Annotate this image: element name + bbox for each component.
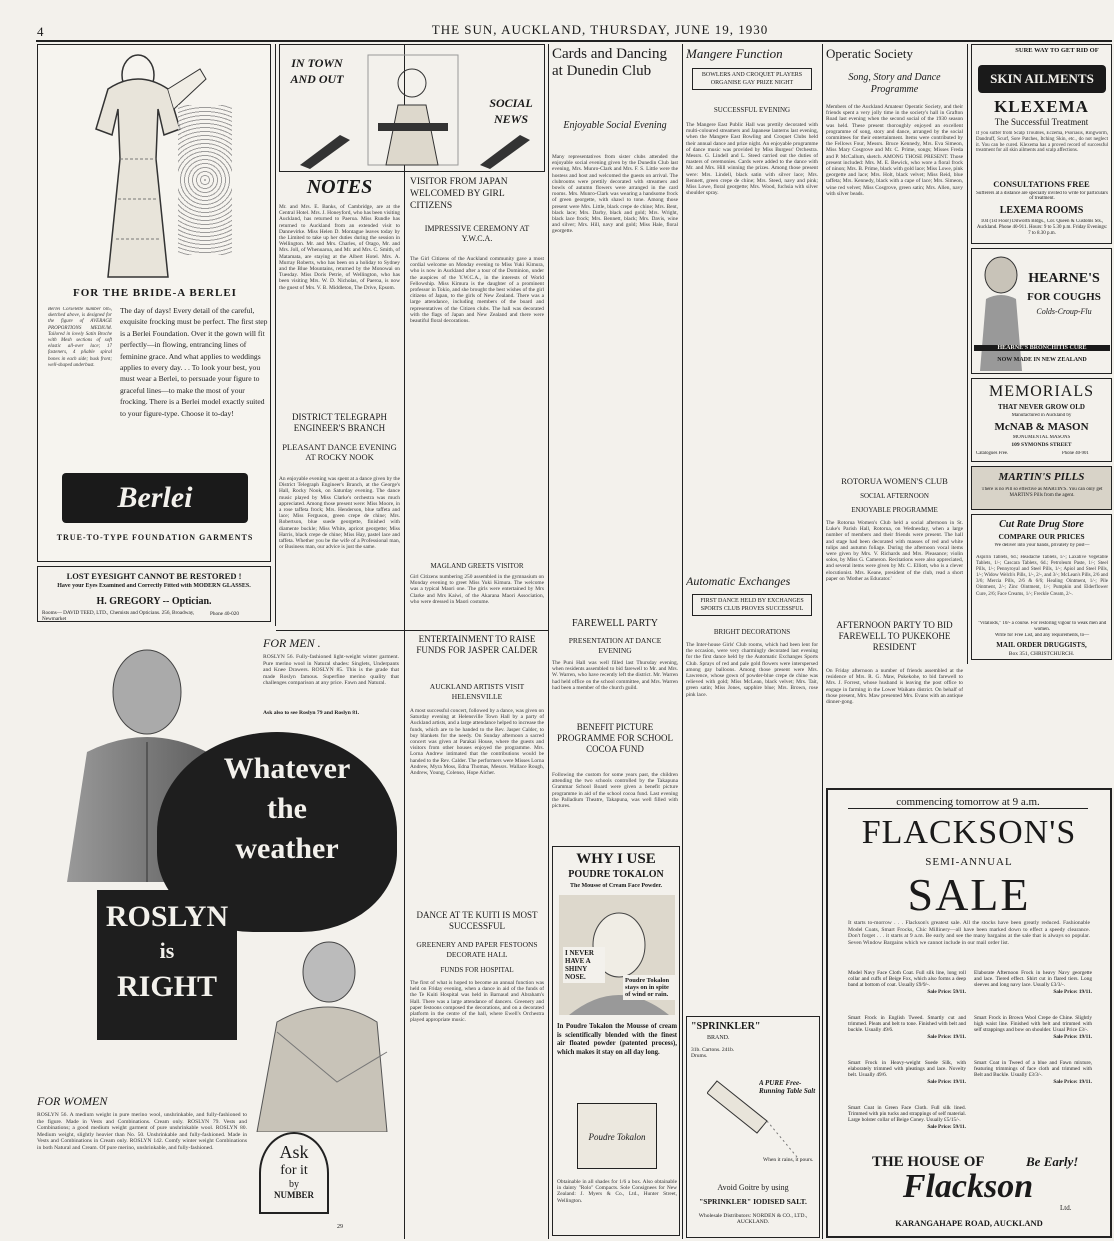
tekuiti-article	[410, 910, 544, 1238]
hearne-sub: FOR COUGHS	[1027, 291, 1101, 303]
rotorua-subhead: SOCIAL AFTERNOON	[860, 492, 929, 500]
tekuiti-headline: DANCE AT TE KUITI IS MOST SUCCESSFUL	[416, 910, 538, 931]
optician-address: Rooms— DAVID TEED, LTD., Chemists and Opticians. 256, Broadway, Newmarket	[42, 610, 195, 622]
roslyn-men-text: ROSLYN 56. Fully-fashioned light-weight winter garment. Pure merino wool in Natural shades: Singlets, Underpants and Knee Drawers. ROSLYN 85. This is the grade that made Roslyn famous. Superfine merino quality that challenges comparison at any price. Fawn and Natural.	[263, 654, 399, 686]
memorials-title: MEMORIALS	[988, 383, 1094, 400]
pukekohe-article	[826, 620, 963, 780]
operatic-subhead: Song, Story and Dance Programme	[848, 72, 941, 95]
roslyn-men-ask: Ask also to see Roslyn 79 and Roslyn 81.	[263, 710, 360, 716]
sale-item-price: Sale Price: 19/11.	[927, 1033, 966, 1040]
berlei-advertisement	[37, 44, 271, 562]
berlei-model-description: Berlei Corselette number 605, sketched above, is designed for the figure of AVERAGE PROPORTIONS MEDIUM. Tailored in lovely Satin Broche with Mesh sections of soft elastic all-over lace; 17 fasteners, 4 pliable spiral bones in each side; busk front; well-shaped underbust.	[48, 307, 112, 368]
sprinkler-pour: When it rains, it pours.	[763, 1157, 814, 1163]
exchanges-article	[686, 572, 818, 1012]
sale-item-price: Sale Price: 59/11.	[927, 988, 966, 995]
flackson-ltd: Ltd.	[1060, 1204, 1072, 1212]
sale-item-description: Smart Frock in Heavy-weight Suede Silk, with elaborately trimmed with pleatings and lace. Novelty belt. Usually 49/6.	[848, 1060, 966, 1079]
farewell-article	[552, 618, 678, 718]
sale-item-description: Model Navy Face Cloth Coat. Full silk line, long roll collar and cuffs of Beige Fox, which also forms a deep band at bottom of coat. Usually £9/9/-.	[848, 970, 966, 989]
tekuiti-subhead: GREENERY AND PAPER FESTOONS DECORATE HALL	[416, 940, 538, 959]
klexema-body: If you suffer from Scalp Troubles, Eczema, Psoriasis, Ringworm, Dandruff, Scurf, Sore Patches, Itching Skin, etc., do not neglect it. You can be cured. Klexema has a proved record of successful treatment for all skin ailments and scalp affections.	[976, 131, 1108, 154]
ask-by-number-badge	[259, 1132, 329, 1214]
roslyn-advertisement	[37, 632, 401, 1238]
masthead	[0, 0, 1114, 40]
flackson-commencing: commencing tomorrow at 9 a.m.	[848, 796, 1088, 809]
cutrate-advertisement	[971, 514, 1112, 660]
roslyn-men-title: FOR MEN .	[263, 636, 321, 650]
berlei-lace-pattern	[178, 105, 232, 255]
calder-headline: ENTERTAINMENT TO RAISE FUNDS FOR JASPER CALDER	[416, 634, 538, 655]
japan-body: The Girl Citizens of the Auckland community gave a most cordial welcome on Monday evening to Miss Yuki Kimura, who is now in Auckland after a tour of the Dominion, under the auspices of the Y.W.C.A., in the interests of World Fellowship. Miss Kimura is the daughter of a prominent professor in Tokio, and she brought the best wishes of the girl citizens of Japan, to the girls of New Zealand. There was a large attendance, including members of the board and representatives of the Citizen clubs. The hall was decorated with the flags of Japan and New Zealand and there were beautiful floral decorations.	[410, 256, 544, 325]
ask-text-4: NUMBER	[274, 1190, 314, 1200]
exchanges-headline: Automatic Exchanges	[686, 574, 791, 588]
banner-right-text: SOCIAL NEWS	[489, 96, 533, 126]
memorials-catalogues: Catalogues Free.	[976, 451, 1009, 456]
japan-headline: VISITOR FROM JAPAN WELCOMED BY GIRL CITIZENS	[410, 177, 508, 211]
sprinkler-brand: BRAND.	[707, 1035, 730, 1041]
japan-subhead: IMPRESSIVE CEREMONY AT Y.W.C.A.	[424, 224, 530, 243]
rotorua-programme: ENJOYABLE PROGRAMME	[851, 506, 938, 514]
hearne-made: NOW MADE IN NEW ZEALAND	[997, 357, 1087, 363]
memorials-firm: McNAB & MASON	[994, 421, 1089, 433]
klexema-brand: KLEXEMA	[994, 97, 1089, 116]
berlei-logo-panel	[62, 473, 248, 523]
cocoa-body: Following the custom for some years past, the children attending the two schools controlled by the Takapuna Grammar School Board were given a benefit picture programme in aid of the school cocoa fund. Last evening the Palladium Theatre, Takapuna, was well filled with pictures.	[552, 772, 678, 810]
roslyn-right: RIGHT	[116, 970, 218, 1003]
sale-item-description: Smart Frock in Brown Wool Crepe de Chine. Slightly high waist line. Finished with belt and trimmed with self strappings and bow on shoulder. Usual Price £3/-.	[974, 1015, 1092, 1034]
sprinkler-avoid: Avoid Goitre by using	[717, 1183, 789, 1192]
tekuiti-funds: FUNDS FOR HOSPITAL	[440, 966, 514, 974]
sale-item	[974, 970, 1092, 1014]
eyesight-line: Have your Eyes Examined and Correctly Fitted with MODERN GLASSES.	[57, 583, 251, 589]
tokalon-advertisement	[552, 846, 680, 1236]
memorials-address: 109 SYMONDS STREET	[1011, 442, 1072, 448]
tokalon-panel-text: I NEVER HAVE A SHINY NOSE.	[563, 947, 605, 983]
flackson-advertisement	[826, 788, 1112, 1238]
flackson-house: THE HOUSE OF	[872, 1154, 985, 1170]
notes-body: Mr. and Mrs. E. Banks, of Cambridge, are at the Central Hotel. Mrs. J. Honeyford, who has been visiting Auckland, has returned to Paeroa. Miss Rundle has returned to Auckland from an extended visit to Dannevirke. Miss Helen D. Montague leaves today by the Limited to take up her duties during the session in Wellington. Mr. and Mrs. Charles, of Otago, Mr. and Mrs. Joll, of Whenuaroa, and Mr. and Mrs. C. Smith, of Matamata, are staying at the Albert Hotel. Mrs. A. Murray Roberts, who has been on a holiday to Sydney and the Blue Mountains, returned by the Monowai on Tuesday. Miss Doris Petrie, of Wellington, who has been visiting Mrs. W. D. Nicholas, of Paeroa, is now the guest of Mrs. V. B. Middleton, The Drive, Epsom.	[279, 204, 400, 291]
flackson-script-logo: Flackson	[902, 1168, 1034, 1205]
tokalon-headline: WHY I USE	[576, 851, 656, 867]
klexema-advertisement	[971, 44, 1112, 244]
banner-left-text: IN TOWN AND OUT	[290, 56, 344, 86]
cutrate-list: Aspirin Tablets, 6d.; Headache Tablets, 1/-; Laxative Vegetable Tablets, 1/-; Cascara Tablets, 6d.; Petroleum Paste, 1/-; Steel Pills, 1/-; Pennyroyal and Steel Pills, 1/-; Apiol and Steel Pills, 1/-; Widow Welch's Pills, 1/-, 2/-, and 3/-; McLean's Pills, 2/6 and 3/6; Mercia Pills, 2/6 & 6/6; Healing Ointment, 1/-; Pile Ointment, 2/-; Zinc Ointment, 1/-; Pumpkin and Elderflower Cure, 2/6; Face Creams, 1/-; Freckle Cream, 2/-.	[976, 555, 1108, 597]
notes-title: NOTES	[306, 176, 373, 198]
mangere-article	[686, 44, 818, 564]
sprinkler-title: "SPRINKLER"	[691, 1021, 761, 1032]
optician-phone: Phone 40-020	[210, 611, 239, 617]
cocoa-article	[552, 722, 678, 842]
page-number: 4	[37, 24, 44, 39]
martins-advertisement	[971, 466, 1112, 510]
roslyn-women-title: FOR WOMEN	[37, 1094, 108, 1108]
operatic-headline: Operatic Society	[826, 46, 913, 61]
klexema-top: SURE WAY TO GET RID OF	[1015, 47, 1099, 54]
flackson-address: KARANGAHAPE ROAD, AUCKLAND	[895, 1218, 1043, 1228]
pukekohe-headline: AFTERNOON PARTY TO BID FAREWELL TO PUKEKOHE RESIDENT	[836, 620, 953, 652]
calder-article	[410, 634, 544, 904]
mangere-box: BOWLERS AND CROQUET PLAYERS ORGANISE GAY PRIZE NIGHT	[692, 68, 812, 90]
gregory-optician-advertisement	[37, 566, 271, 622]
tokalon-box-image	[577, 1103, 657, 1169]
sale-item-price: Sale Price: 19/11.	[1053, 1078, 1092, 1085]
ask-text-1: Ask	[279, 1142, 309, 1162]
telegraph-headline: DISTRICT TELEGRAPH ENGINEER'S BRANCH	[292, 412, 387, 433]
cutrate-name: MAIL ORDER DRUGGISTS,	[996, 641, 1087, 649]
farewell-headline: FAREWELL PARTY	[572, 618, 658, 629]
roslyn-is: is	[159, 938, 175, 963]
mangere-body: The Mangere East Public Hall was prettily decorated with multi-coloured streamers and Japanese lanterns last evening, when the Mangere East Bowling and Croquet Clubs held their annual dance and prize night. An enjoyable programme of dance music was provided by Miss Burgess' Orchestra. Messrs. G. Lindell and L. Steed carried out the duties of masters of ceremonies. Cards were added to the dance with Mr. and Mrs. Hill winning the prizes. Among those present were: Mrs. Lindell, black satin with silver lace; Mrs. Bennett, green crepe de chine; Mrs. Steed, navy and pink; Miss Lowe, floral georgette; Mrs. Wood, fuchsia with silver shoulder spray.	[686, 122, 818, 197]
sale-item-price: Sale Price: 19/11.	[1053, 988, 1092, 995]
memorials-works: MONUMENTAL MASONS	[1012, 435, 1071, 440]
klexema-banner-text: SKIN AILMENTS	[990, 71, 1094, 86]
eyesight-headline: LOST EYESIGHT CANNOT BE RESTORED !	[66, 571, 242, 581]
martins-title: MARTIN'S PILLS	[998, 471, 1085, 483]
cutrate-intro: We deliver into your hands, privately by post—	[994, 543, 1090, 548]
sprinkler-sizes: 31b. Cartons. 241b. Drums.	[691, 1047, 735, 1059]
sale-item-description: Smart Coat in Tweed of a blue and Fawn mixture, featuring trimmings of face cloth and trimmed with Belt and Buckle. Usually £3/3/-.	[974, 1060, 1092, 1079]
hearne-cure: HEARNE'S BRONCHITIS CURE	[974, 345, 1110, 351]
hearne-advertisement	[971, 248, 1112, 374]
cutrate-sub: COMPARE OUR PRICES	[998, 532, 1085, 541]
memorials-made: Manufactured in Auckland by	[1011, 413, 1072, 418]
flackson-early: Be Early!	[1026, 1154, 1079, 1169]
calder-body: A most successful concert, followed by a dance, was given on Saturday evening at Helensville Town Hall by a party of Auckland artists, and a large attendance helped to increase the funds, which are to be handed to the Rev. Jasper Calder, to buy blankets for the needy. On Sunday afternoon a sacred concert was given at Parakai House, where the guests and visitors from other houses enjoyed the programme. Mrs. Lorna Andrew intimated that the contributions would be handed to the Rev. Calder. The performers were Misses Lorna Andrew, Myra Moss, Edna Thomas, Messrs. Wallace Rough, Andrew, Young, Colenso, Hope Aicher.	[410, 708, 544, 777]
flackson-sale: SALE	[907, 869, 1031, 920]
sprinkler-advertisement	[686, 1016, 820, 1238]
martins-body: There is no Pill so effective as MARTIN'S. You can only get MARTIN'S Pills from the agent.	[981, 487, 1103, 498]
klexema-banner	[978, 65, 1106, 93]
pukekohe-body: On Friday afternoon a number of friends assembled at the residence of Mrs. R. G. Maw, Pukekohe, to bid farewell to Mrs. J. Forrest, whose husband is leaving the post office to engage in farming in the Lower Waikato district. On behalf of those present, Mrs. Maw presented Mrs. Evans with an antique dinner-gong.	[826, 668, 963, 706]
roslyn-code: 29	[337, 1224, 343, 1230]
optician-name: H. GREGORY -- Optician.	[96, 596, 212, 607]
slogan-whatever: Whatever	[223, 752, 351, 785]
rotorua-headline: ROTORUA WOMEN'S CLUB	[841, 476, 948, 486]
berlei-caption: FOR THE BRIDE-A BERLEI	[73, 287, 237, 299]
klexema-sub: The Successful Treatment	[994, 117, 1089, 127]
telegraph-subhead: PLEASANT DANCE EVENING AT ROCKY NOOK	[282, 442, 397, 462]
ask-text-3: by	[289, 1179, 299, 1190]
farewell-subhead: PRESENTATION AT DANCE EVENING	[568, 636, 662, 655]
woman-photo	[237, 932, 397, 1132]
japan-visitor-column	[410, 176, 544, 626]
newspaper-title: THE SUN, AUCKLAND, THURSDAY, JUNE 19, 1930	[431, 22, 769, 37]
dunedin-article	[552, 44, 678, 614]
sprinkler-iodised: "SPRINKLER" IODISED SALT.	[699, 1197, 807, 1206]
notes-column	[279, 176, 400, 626]
tokalon-box-label: Poudre Tokalon	[588, 1132, 646, 1142]
flackson-name: FLACKSON'S	[861, 814, 1077, 851]
operatic-article	[826, 44, 963, 474]
cutrate-vitaliods: "Vitaliods," 10/- a course. For restoring vigour to weak men and women.	[977, 621, 1107, 632]
roslyn-women-text: ROSLYN 56. A medium weight in pure merino wool, unshrinkable, and fully-fashioned to the figure. Made in Vests and Combinations. Cream only. ROSLYN 79. Vests and Combinations; a good medium weight garment of pure unshrinkable wool. ROSLYN 80. Medium weight, slightly heavier than No. 50. Unshrinkable and fully-fashioned. Made in Vests and Combinations in Cream only. ROSLYN 142. Comfy winter weight Combinations in both Natural and Cream. Of pure merino, unshrinkable, and fully-fashioned.	[37, 1112, 247, 1151]
memorials-phone: Phone 40-901	[1062, 451, 1089, 456]
tokalon-brand: POUDRE TOKALON	[568, 869, 664, 880]
klexema-consult: CONSULTATIONS FREE	[993, 179, 1090, 189]
ask-text-2: for it	[280, 1163, 308, 1178]
sale-item	[974, 1015, 1092, 1059]
magland-headline: MAGLAND GREETS VISITOR	[430, 562, 524, 570]
calder-subhead: AUCKLAND ARTISTS VISIT HELENSVILLE	[429, 682, 525, 701]
slogan-the: the	[267, 792, 307, 825]
salt-container-illustration	[707, 1061, 807, 1161]
hearne-sub2: Colds-Croup-Flu	[1036, 307, 1092, 316]
sale-item-description: Smart Frock in English Tweed. Smartly cut and trimmed. Pleats and belt to tone. Finished with belt and buckle. Usually 49/6.	[848, 1015, 966, 1034]
exchanges-subhead: BRIGHT DECORATIONS	[713, 628, 791, 636]
social-news-banner	[279, 44, 545, 172]
slogan-weather: weather	[235, 832, 339, 865]
roslyn-brand: ROSLYN	[105, 900, 229, 933]
rotorua-body: The Rotorua Women's Club held a social afternoon in St. Luke's Parish Hall, Rotorua, on Wednesday, when a large number of members and their friends were present. The hall and stage had been decorated with masses of red and white tulips and autumn foliage. During the afternoon vocal items were given by Mrs. V. Richards and Mrs. Pleasance; violin solos, by Miss G. Cameron. Recitations were also appreciated, and several items were given by Mr. C. Elliott, who is a clever elocutionist. Mrs. Keane, president of the club, read a short paper on 'Mother as Educator.'	[826, 520, 963, 582]
cutrate-write: Write for Free List, and any requirements, to—	[994, 633, 1090, 638]
flackson-items	[848, 970, 1092, 1150]
tokalon-side-text: Poudre Tokalon stays on in spite of wind or rain.	[623, 975, 677, 1000]
sale-item-price: Sale Price: 59/11.	[927, 1123, 966, 1130]
tekuiti-body: The first of what is hoped to become an annual function was held on Friday evening, when a dance in aid of the funds of the Te Kuiti Hospital was held in Barnaud and Abraham's Hall. There was a large attendance of dancers. Greenery and paper festoons composed the decorations, and on a decorated platform in the centre of the hall, where Ewell's Orchestra played appropriate music.	[410, 980, 544, 1024]
farewell-body: The Puni Hall was well filled last Thursday evening, when residents assembled to bid farewell to Mr. and Mrs. W. Warren, who have recently left the district. Mr. Warren had held office on the school committee, and Mrs. Warren had been a member of the church guild.	[552, 660, 678, 691]
telegraph-body: An enjoyable evening was spent at a dance given by the District Telegraph Engineer's Branch, at the George's Hall, Rocky Nook, on Saturday evening. The dance music played by Miss Clarke's orchestra was much appreciated. Among those present were: Miss Moore, in a rose taffeta frock; Mrs. Henderson, blue taffeta and lace; Miss Ferguson, green crepe de chine; Mrs. Robertson, blue suede georgette, finished with diamente buckle; Miss White, apricot georgette; Miss Harris, black crepe de chine; Miss Hay, pastel lace and taffeta. Whether you be the wife of a Professional man, or Business man, our advice is just the same.	[279, 476, 400, 551]
magland-body: Girl Citizens numbering 250 assembled in the gymnasium on Monday evening to greet Miss Yuki Kimura. The welcome was a typical Maori one. The girls were entertained by Mrs Clarke and Mrs Kaiwi, of the Akarana Maori Association, who were dressed in Maori costume.	[410, 574, 544, 605]
exchanges-box: FIRST DANCE HELD BY EXCHANGES SPORTS CLUB PROVES SUCCESSFUL	[692, 594, 812, 616]
mangere-headline: Mangere Function	[686, 46, 783, 61]
cutrate-box: Box 351, CHRISTCHURCH.	[1008, 651, 1075, 657]
sale-item-price: Sale Price: 19/11.	[927, 1078, 966, 1085]
dunedin-body: Many representatives from sister clubs attended the enjoyable social evening given by the Dunedin Club last evening, Mrs. Munro-Clark and Mrs. F. S. Little were the hostess and host and welcomed the guests on arrival. The clubrooms were prettily decorated with streamers and bowls of autumn flowers were arranged in the card rooms. Mrs. Munro-Clark was wearing a handsome frock of green georgette, with shawl to tone. Among those present were Mrs. Little, black crepe de chine; Mrs. Bent, black lace; Mrs. Darby, black and gold; Mrs. Wright, black lace frock; Mrs. Bennett, black; Mrs. Davis, wine and silver; Mrs. Hill, navy and gold; Miss Hale, floral georgette.	[552, 154, 678, 235]
klexema-rooms: LEXEMA ROOMS	[999, 205, 1084, 216]
tokalon-sub: The Mousse of Cream Face Powder.	[570, 883, 662, 889]
tokalon-body: In Poudre Tokalon the Mousse of cream is scientifically blended with the finest air floated powder (patented process), which makes it stay on all day long.	[557, 1023, 677, 1056]
klexema-consult-sub: Sufferers at a distance are specially invited to write for particulars of treatment.	[976, 191, 1108, 201]
dunedin-subhead: Enjoyable Social Evening	[563, 120, 667, 131]
sale-item-description: Elaborate Afternoon Frock in heavy Navy georgette and lace. Tiered effect. Shirt cut in flared tiers. Long sleeves and long navy lace. Usually £3/3/-.	[974, 970, 1092, 989]
cocoa-headline: BENEFIT PICTURE PROGRAMME FOR SCHOOL COCOA FUND	[556, 722, 674, 754]
sprinkler-label: A PURE Free-Running Table Salt	[759, 1079, 816, 1095]
sale-item	[848, 1060, 966, 1104]
flackson-intro: It starts to-morrow . . . Flackson's greatest sale. All the stocks have been greatly reduced. Fashionable Model Coats, Smart Frocks, Chic Millinery—all have been marked down to effect a speedy clearance. Don't forget . . . it starts at 9 a.m. Be early and see the many bargains at the sale that is always so popular. Seven Window Bargains which we cannot include in our mail order list.	[848, 920, 1090, 946]
sale-item	[848, 1015, 966, 1059]
sale-item	[974, 1060, 1092, 1104]
klexema-address: 104 (1st Floor) Dilworth Bldgs., Cor. Queen & Customs Sts., Auckland. Phone 40-911. Hours: 9 to 5.30 p.m. Friday Evenings: 7 to 8.30 p.m.	[976, 219, 1108, 236]
operatic-body: Members of the Auckland Amateur Operatic Society, and their friends spent a very jolly time in the society's hall in Grafton Road last evening when the second social of the 1930 season was held. These present thoroughly enjoyed an excellent programme of song, story and dance, arranged by the social committees for their entertainment. Items were contributed by the Fellows Four, Messrs. Bruce Kennedy, Mrs. Eva Simeon, Miss Mary Cosgrove and Mr. C. Prime, songs; Misses Freda and P. McCallum, sketch. AMONG THOSE PRESENT. Those present included: Mrs. M. E. Bewick, who wore a floral frock of ninon; Mrs. B. Prime, black with gold lace; Miss Lowe, pink georgette and lace; Mrs. Holt, black velvet; Miss Reid, blue taffeta; Mrs. Kennedy, black with a cape of lace; Mrs. Simeon, wine red velvet; Miss Cosgrove, green satin; Mrs. Allen, navy with silver beads.	[826, 104, 963, 197]
sprinkler-distributors: Wholesale Distributors: NORDEN & CO., LTD., AUCKLAND.	[698, 1213, 808, 1225]
berlei-logo: Berlei	[117, 481, 193, 514]
memorials-sub: THAT NEVER GROW OLD	[998, 403, 1085, 411]
cutrate-title: Cut Rate Drug Store	[999, 519, 1084, 530]
sale-item	[848, 970, 966, 1014]
hearne-title: HEARNE'S	[1028, 271, 1100, 286]
mangere-subhead: SUCCESSFUL EVENING	[713, 106, 791, 114]
tokalon-footer: Obtainable in all shades for 1/6 a box. Also obtainable in dainty "Rolo" Compacts. Sole Consignees for New Zealand: J. Myers & Co., Ltd., Hunter Street, Wellington.	[557, 1179, 677, 1204]
sale-item-description: Smart Coat in Green Face Cloth. Full silk lined. Trimmed with pin tucks and strappings of self material. Large bolster collar of Beige Coney. Usually £5/15/-.	[848, 1105, 966, 1124]
masthead-rule	[36, 40, 1112, 42]
berlei-tagline: TRUE-TO-TYPE FOUNDATION GARMENTS	[56, 533, 254, 542]
dunedin-headline: Cards and Dancing at Dunedin Club	[552, 46, 667, 79]
exchanges-body: The Inter-house Girls' Club rooms, which had been lent for the occasion, were very charmingly decorated last evening for the first dance held by the Automatic Exchanges Sports Club. Sprays of red and pale gold flowers were interspersed among gay balloons. Among those present were Mrs. Lawrence, whose gown of powder-blue crepe de chine was relieved with gold; Miss McLean, black velvet; Mrs. Tait, green satin; Miss Jones, sapphire blue; Mrs. Brown, rose pink lace.	[686, 642, 818, 698]
sale-item-price: Sale Price: 19/11.	[1053, 1033, 1092, 1040]
berlei-body-copy: The day of days! Every detail of the careful, exquisite frocking must be perfect. The first step is a Berlei Foundation. Over it the gown will fit perfectly—in flowing, entrancing lines of feminine grace. And what applies to weddings applies to every day. . . To look your best, you must wear a Berlei, to persuade your figure to graceful lines—to make the most of your frocking. There is a Berlei model exactly suited to your figure-type. Choose it to-day!	[120, 306, 268, 418]
sale-item	[848, 1105, 966, 1149]
memorials-advertisement	[971, 378, 1112, 462]
flackson-semi: SEMI-ANNUAL	[925, 856, 1013, 868]
rotorua-article	[826, 476, 963, 616]
